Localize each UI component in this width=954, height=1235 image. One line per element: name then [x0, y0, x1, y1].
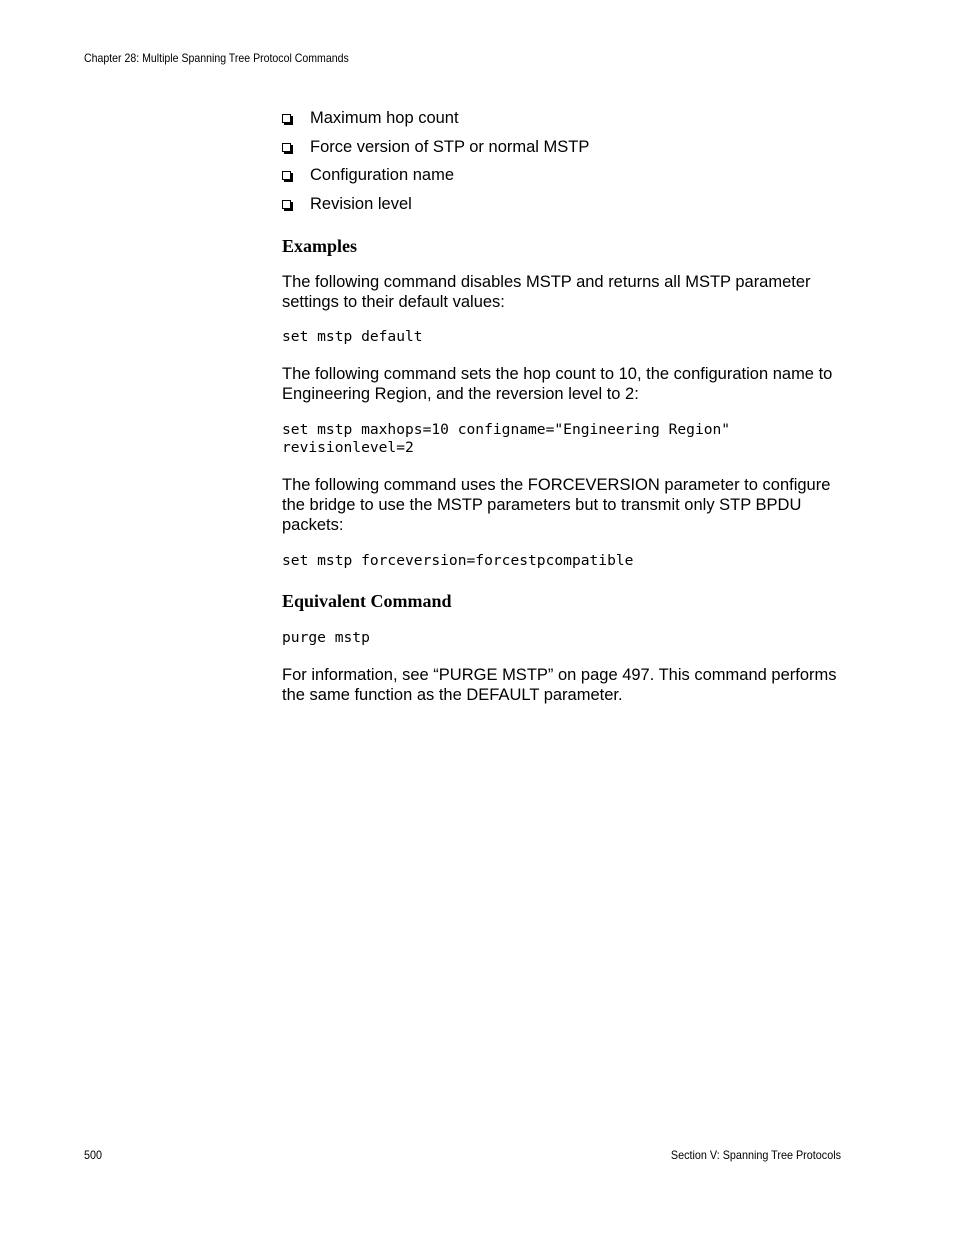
equivalent-command-code: purge mstp: [282, 628, 370, 646]
list-item: [282, 194, 852, 214]
checkbox-bullet-icon: [282, 200, 291, 209]
list-item-text: Maximum hop count: [310, 109, 459, 127]
list-item-text: Force version of STP or normal MSTP: [310, 137, 590, 156]
page-number: 500: [84, 1148, 103, 1162]
examples-heading: Examples: [282, 235, 358, 256]
checkbox-bullet-icon: [282, 143, 291, 152]
list-item-text: Configuration name: [310, 166, 455, 184]
checkbox-bullet-icon: [282, 171, 291, 180]
equivalent-command-note: For information, see “PURGE MSTP” on page 497. This command performs the same function as the DEFAULT parameter.: [282, 665, 837, 704]
example-3-code: set mstp forceversion=forcestpcompatible: [282, 551, 634, 569]
running-header: Chapter 28: Multiple Spanning Tree Protocol Commands: [84, 51, 349, 65]
list-item: [282, 108, 852, 128]
checkbox-bullet-icon: [282, 114, 291, 123]
example-1-code: set mstp default: [282, 328, 423, 346]
example-2-code-line-1: set mstp maxhops=10 configname="Engineering Region": [282, 420, 731, 438]
section-title: Section V: Spanning Tree Protocols: [670, 1148, 841, 1162]
list-item: [282, 165, 852, 185]
example-2-code-line-2: revisionlevel=2: [282, 438, 414, 456]
list-item: [282, 137, 852, 157]
example-2-description: The following command sets the hop count to 10, the configuration name to Engineering Region, and the reversion level to 2:: [282, 365, 833, 404]
list-item-text: Revision level: [310, 194, 412, 213]
equivalent-command-heading: Equivalent Command: [282, 590, 452, 611]
bullet-list: [282, 108, 852, 214]
main-content: [282, 108, 852, 705]
example-1-description: The following command disables MSTP and returns all MSTP parameter settings to their default values:: [282, 272, 811, 311]
example-3-description: The following command uses the FORCEVERSION parameter to configure the bridge to use the MSTP parameters but to transmit only STP BPDU packets:: [282, 475, 831, 535]
